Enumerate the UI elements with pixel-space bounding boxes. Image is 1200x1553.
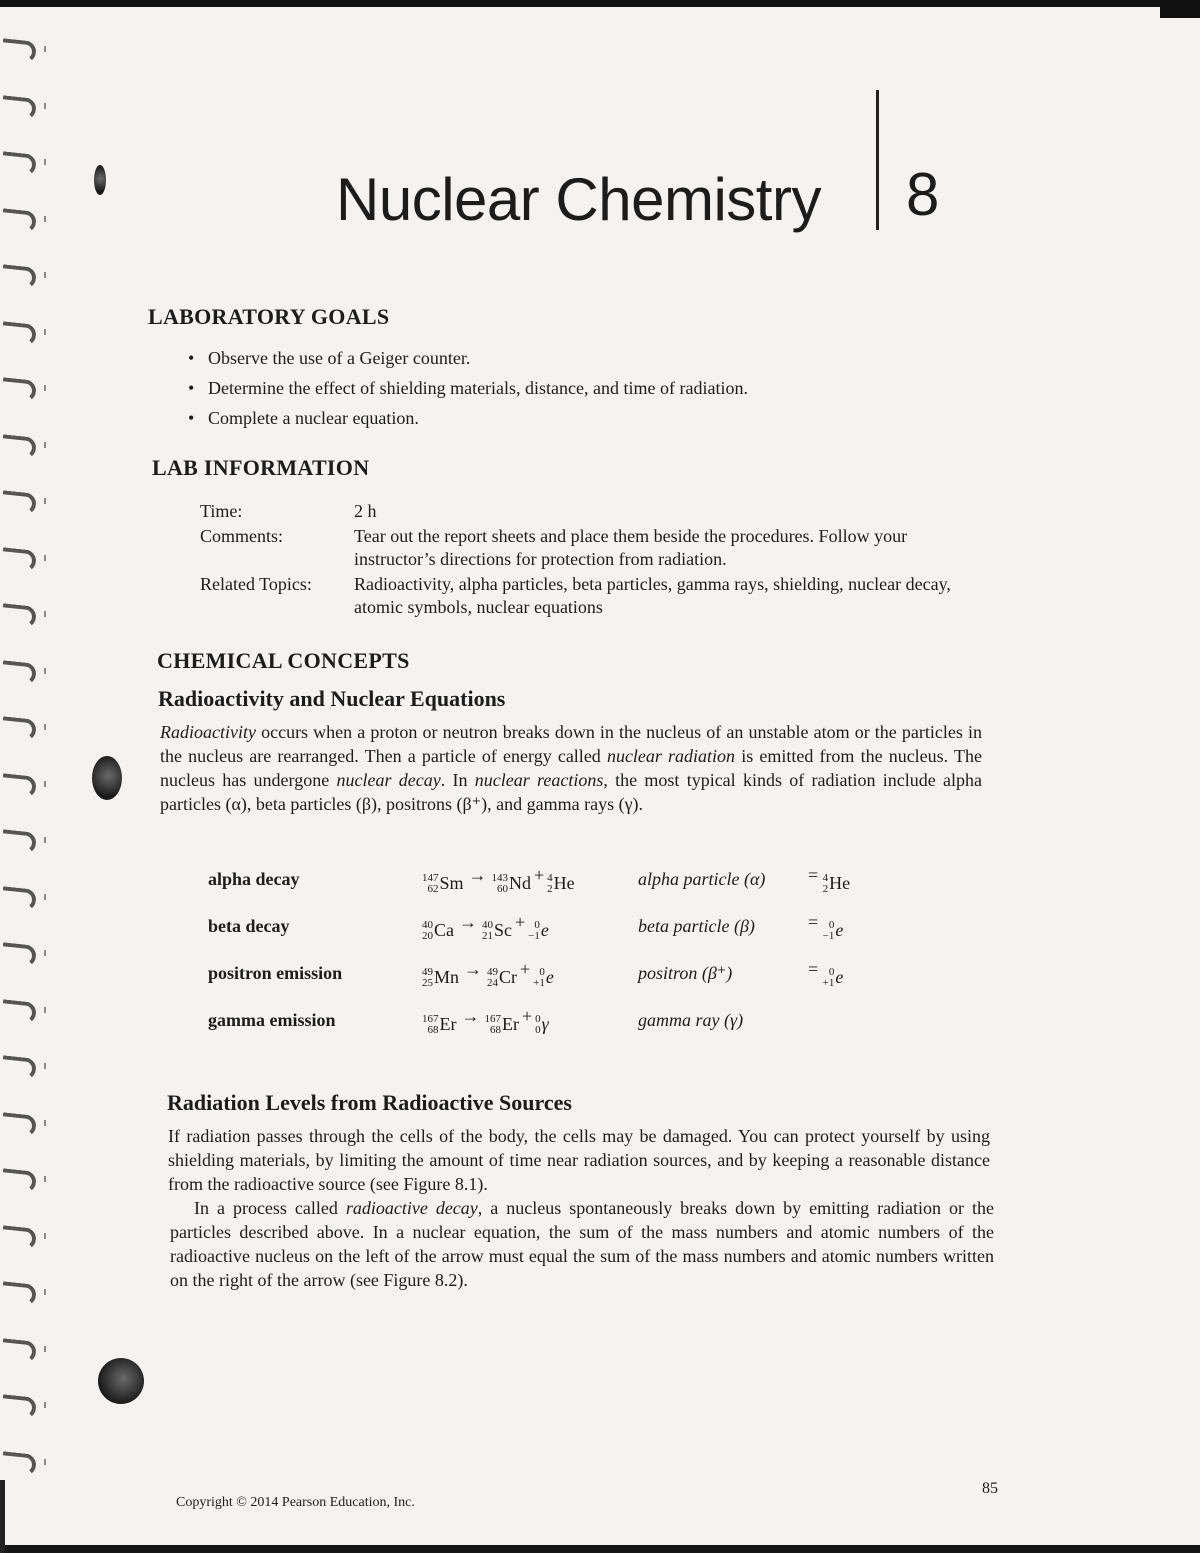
radiation-levels-paragraph: If radiation passes through the cells of the body, the cells may be damaged. You can protect yourself by using shielding materials, by limiting the amount of time near radiation sources, and by keeping a reasonable distance from the radioactive source (see Figure 8.1). — [168, 1126, 990, 1194]
particle-symbol — [808, 950, 888, 997]
punch-hole-bottom — [98, 1358, 144, 1404]
page-top-corner — [1160, 0, 1200, 18]
decay-row — [208, 903, 888, 950]
goal-item: • Observe the use of a Geiger counter. — [188, 343, 748, 373]
reaction-arrow: → — [468, 864, 487, 885]
element-symbol: He — [553, 873, 575, 893]
binding-ring — [1, 434, 37, 459]
reaction-arrow: → — [461, 1005, 480, 1026]
nuclear-equation — [422, 903, 638, 950]
atomic-number: 20 — [422, 929, 433, 942]
mass-number: 0 — [534, 918, 540, 931]
plus-sign: + — [520, 958, 531, 979]
element-symbol: e — [835, 967, 844, 987]
element-symbol: Ca — [434, 920, 454, 940]
page-top-edge — [0, 0, 1200, 7]
atomic-number: 21 — [482, 929, 493, 942]
info-row-related-topics — [200, 573, 979, 619]
laboratory-goals-heading: LABORATORY GOALS — [148, 304, 390, 329]
isotope-numbers — [422, 920, 433, 942]
nuclear-symbol — [422, 873, 464, 895]
binding-ring — [1, 547, 37, 572]
binding-hole — [44, 611, 46, 617]
atomic-number: 25 — [422, 976, 433, 989]
nuclear-symbol — [533, 967, 554, 989]
mass-number: 40 — [482, 918, 493, 931]
element-symbol: Er — [502, 1014, 519, 1034]
nuclear-symbol — [823, 967, 844, 989]
binding-ring — [1, 208, 37, 233]
binding-ring — [1, 1112, 37, 1137]
goal-item: • Complete a nuclear equation. — [188, 403, 748, 433]
term-radioactive-decay: radioactive decay — [345, 1198, 478, 1218]
binding-ring — [1, 151, 37, 176]
goals-list — [188, 343, 748, 433]
binding-hole — [44, 724, 46, 730]
page-number: 85 — [982, 1480, 998, 1497]
info-row-comments — [200, 525, 979, 571]
particle-name: beta particle (β) — [638, 916, 755, 936]
nuclear-symbol — [492, 873, 532, 895]
element-symbol: γ — [541, 1014, 549, 1034]
info-label: Comments: — [200, 526, 284, 546]
nuclear-symbol — [528, 920, 549, 942]
copyright-notice: Copyright © 2014 Pearson Education, Inc. — [176, 1495, 415, 1510]
element-symbol: Sc — [494, 920, 512, 940]
punch-hole-middle — [92, 756, 122, 800]
plus-sign: + — [534, 864, 545, 885]
lab-information-heading: LAB INFORMATION — [152, 455, 370, 480]
isotope-numbers — [528, 920, 540, 942]
isotope-numbers — [422, 873, 439, 895]
mass-number: 4 — [822, 871, 829, 884]
atomic-number: +1 — [822, 976, 835, 989]
goal-item: • Determine the effect of shielding materials, distance, and time of radiation. — [188, 373, 748, 403]
isotope-numbers — [485, 1014, 502, 1036]
isotope-numbers — [492, 873, 509, 895]
binding-ring — [1, 1168, 37, 1193]
isotope-numbers — [823, 873, 829, 895]
atomic-number: −1 — [528, 929, 540, 942]
binding-ring — [1, 716, 37, 741]
atomic-number: 68 — [427, 1023, 439, 1036]
element-symbol: Nd — [509, 873, 532, 893]
info-value: Radioactivity, alpha particles, beta particles, gamma rays, shielding, nuclear decay, atomic symbols, nuclear equations — [354, 574, 951, 617]
reaction-arrow: → — [459, 911, 477, 932]
info-value: 2 h — [354, 501, 377, 521]
lab-info-table — [200, 500, 979, 621]
isotope-numbers — [487, 967, 498, 989]
isotope-numbers — [422, 967, 433, 989]
binding-hole — [44, 1233, 46, 1239]
text-run: In a process called — [194, 1198, 346, 1218]
binding-hole — [44, 1176, 46, 1182]
binding-hole — [44, 1402, 46, 1408]
radioactivity-paragraph — [160, 720, 982, 816]
nuclear-symbol — [485, 1014, 520, 1036]
atomic-number: −1 — [822, 929, 835, 942]
binding-hole — [44, 1063, 46, 1069]
reaction-arrow: → — [464, 958, 483, 979]
chemical-concepts-heading: CHEMICAL CONCEPTS — [157, 648, 410, 673]
particle-symbol — [808, 856, 888, 903]
particle-symbol — [808, 903, 888, 950]
atomic-number: 60 — [497, 882, 509, 895]
element-symbol: Mn — [434, 967, 460, 987]
nuclear-symbol — [823, 873, 851, 895]
binding-ring — [1, 1394, 37, 1419]
binding-ring — [1, 1338, 37, 1363]
mass-number: 0 — [539, 965, 545, 978]
atomic-number: 0 — [535, 1023, 541, 1036]
binding-hole — [44, 1120, 46, 1126]
binding-ring — [1, 660, 37, 685]
mass-number: 4 — [547, 871, 553, 884]
binding-ring — [1, 773, 37, 798]
element-symbol: e — [545, 967, 554, 987]
isotope-numbers — [823, 967, 835, 989]
binding-hole — [44, 894, 46, 900]
info-value: Tear out the report sheets and place them beside the procedures. Follow your instructor’s directions for protection from radiation. — [354, 526, 908, 569]
isotope-numbers — [547, 873, 553, 895]
isotope-numbers — [422, 1014, 439, 1036]
isotope-numbers — [823, 920, 835, 942]
binding-ring — [1, 264, 37, 289]
binding-hole — [44, 159, 46, 165]
nuclear-symbol — [547, 873, 575, 895]
binding-hole — [44, 668, 46, 674]
particle-name: alpha particle (α) — [638, 869, 766, 889]
binding-hole — [44, 498, 46, 504]
nuclear-symbol — [422, 967, 459, 989]
particle-name: positron (β⁺) — [638, 963, 733, 983]
radioactivity-subheading: Radioactivity and Nuclear Equations — [158, 686, 506, 711]
atomic-number: 68 — [490, 1023, 501, 1036]
binding-ring — [1, 377, 37, 402]
nuclear-symbol — [487, 967, 517, 989]
mass-number: 40 — [422, 918, 433, 931]
decay-row — [208, 997, 888, 1044]
text-run: . In — [440, 770, 475, 790]
binding-hole — [44, 103, 46, 109]
info-row-time — [200, 500, 979, 523]
element-symbol: He — [829, 873, 851, 893]
isotope-numbers — [533, 967, 545, 989]
equals-sign: = — [808, 864, 823, 885]
nuclear-symbol — [535, 1014, 549, 1036]
binding-ring — [1, 603, 37, 628]
decay-type: positron emission — [208, 963, 343, 983]
decay-type: beta decay — [208, 916, 290, 936]
mass-number: 147 — [422, 871, 439, 884]
element-symbol: e — [835, 920, 844, 940]
binding-hole — [44, 385, 46, 391]
nuclear-symbol — [422, 1014, 457, 1036]
element-symbol: Cr — [499, 967, 518, 987]
element-symbol: Sm — [439, 873, 464, 893]
binding-hole — [44, 46, 46, 52]
binding-ring — [1, 829, 37, 854]
binding-hole — [44, 329, 46, 335]
term-nuclear-reactions: nuclear reactions — [474, 770, 604, 790]
binding-ring — [1, 1055, 37, 1080]
binding-ring — [1, 886, 37, 911]
binding-hole — [44, 216, 46, 222]
nuclear-equation — [422, 997, 638, 1044]
binding-hole — [44, 442, 46, 448]
binding-hole — [44, 1459, 46, 1465]
chapter-number: 8 — [906, 161, 940, 228]
radioactive-decay-paragraph — [170, 1196, 994, 1292]
decay-equations-table — [208, 856, 888, 1044]
text-run: , a nucleus spontaneously breaks down by emitting radiation or the particles described above. In a nuclear equation, the sum of the mass numbers and atomic numbers of the radioactive nucleus on the left of the arrow must equal the sum of the mass numbers and atomic numbers written on the right of the arrow (see Figure 8.2). — [170, 1198, 994, 1290]
term-nuclear-decay: nuclear decay — [336, 770, 441, 790]
mass-number: 0 — [535, 1012, 541, 1025]
nuclear-symbol — [482, 920, 512, 942]
atomic-number: 2 — [547, 882, 553, 895]
nuclear-equation — [422, 950, 638, 997]
binding-ring — [1, 999, 37, 1024]
mass-number: 143 — [491, 871, 509, 884]
decay-type: gamma emission — [208, 1010, 336, 1030]
chapter-divider — [876, 90, 879, 230]
binding-ring — [1, 321, 37, 346]
mass-number: 49 — [422, 965, 433, 978]
particle-name: gamma ray (γ) — [638, 1010, 744, 1030]
nuclear-equation — [422, 856, 638, 903]
info-label: Related Topics: — [200, 574, 312, 594]
binding-ring — [1, 490, 37, 515]
binding-hole — [44, 1289, 46, 1295]
equals-sign: = — [808, 958, 823, 979]
binding-ring — [1, 38, 37, 63]
particle-symbol — [808, 997, 888, 1044]
nuclear-symbol — [823, 920, 844, 942]
plus-sign: + — [515, 911, 526, 932]
binding-ring — [1, 95, 37, 120]
punch-hole-top — [94, 165, 106, 195]
atomic-number: 62 — [427, 882, 439, 895]
binding-ring — [1, 1225, 37, 1250]
binding-hole — [44, 781, 46, 787]
atomic-number: 24 — [487, 976, 499, 989]
mass-number: 167 — [422, 1012, 439, 1025]
isotope-numbers — [535, 1014, 541, 1036]
page-bottom-edge — [0, 1545, 1200, 1553]
mass-number: 0 — [828, 918, 835, 931]
chapter-title: Nuclear Chemistry — [336, 166, 821, 233]
text-run: , the most typical kinds of radiation include alpha particles (α), beta particles (β), positrons (β⁺), and gamma rays (γ). — [160, 770, 982, 814]
equals-sign: = — [808, 911, 823, 932]
term-radioactivity: Radioactivity — [160, 722, 256, 742]
binding-hole — [44, 950, 46, 956]
mass-number: 0 — [828, 965, 835, 978]
atomic-number: +1 — [533, 976, 545, 989]
text-run: occurs when a proton or neutron breaks down in the nucleus of an unstable atom or the particles in the nucleus are rearranged. Then a particle of energy called — [160, 722, 982, 766]
binding-ring — [1, 1281, 37, 1306]
term-nuclear-radiation: nuclear radiation — [606, 746, 736, 766]
binding-ring — [1, 1451, 37, 1476]
info-label: Time: — [200, 501, 243, 521]
binding-ring — [1, 942, 37, 967]
decay-row — [208, 950, 888, 997]
decay-row — [208, 856, 888, 903]
binding-hole — [44, 1007, 46, 1013]
binding-hole — [44, 555, 46, 561]
nuclear-symbol — [422, 920, 454, 942]
mass-number: 167 — [484, 1012, 501, 1025]
atomic-number: 2 — [822, 882, 829, 895]
spiral-binding — [0, 40, 70, 1510]
radiation-levels-subheading: Radiation Levels from Radioactive Sources — [167, 1090, 572, 1115]
mass-number: 49 — [487, 965, 499, 978]
plus-sign: + — [522, 1005, 533, 1026]
text-run: is emitted from the nucleus. The nucleus has undergone — [160, 746, 982, 790]
element-symbol: e — [540, 920, 549, 940]
decay-type: alpha decay — [208, 869, 300, 889]
isotope-numbers — [482, 920, 493, 942]
element-symbol: Er — [439, 1014, 457, 1034]
binding-hole — [44, 272, 46, 278]
binding-hole — [44, 837, 46, 843]
binding-hole — [44, 1346, 46, 1352]
